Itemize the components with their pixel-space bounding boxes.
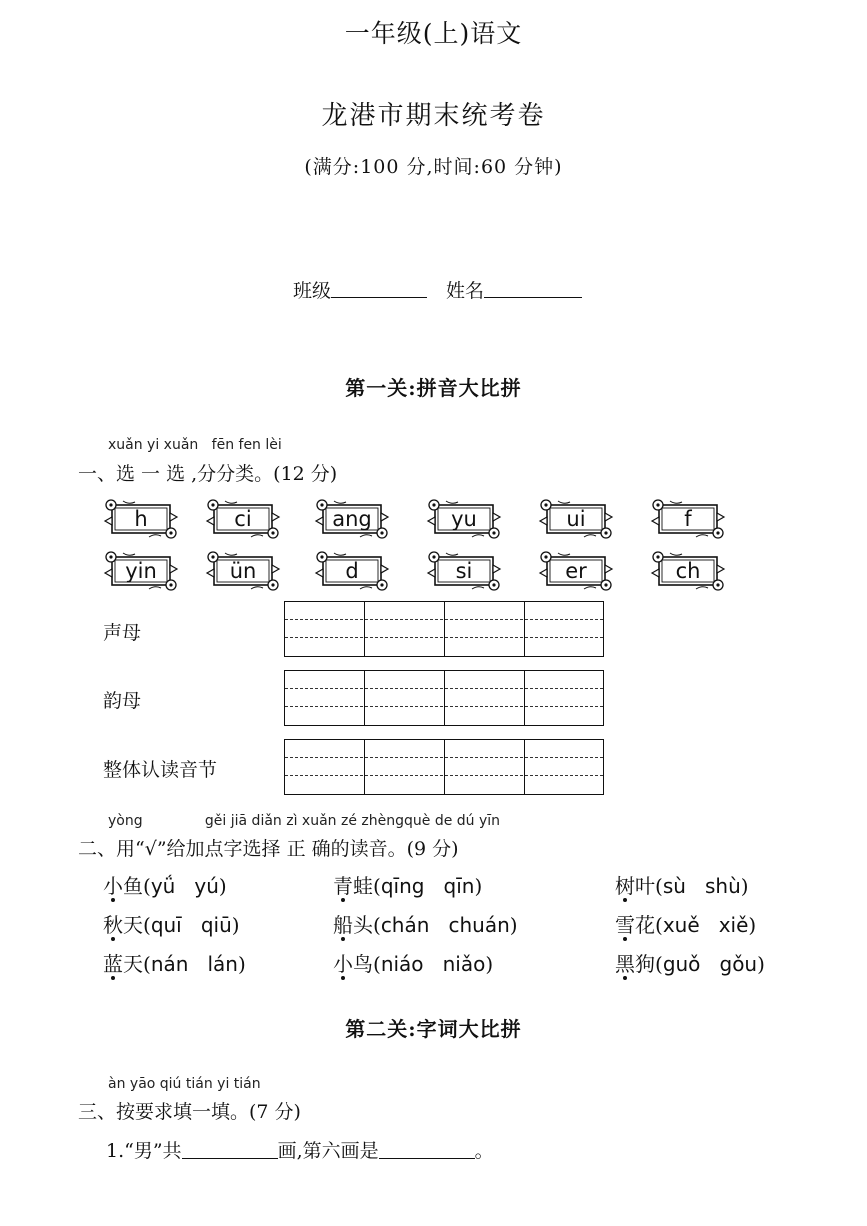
q3-item-1-prefix: 1.“男”共 — [106, 1140, 182, 1162]
emphasis-dot — [623, 976, 627, 980]
writing-grid-initials[interactable] — [284, 601, 604, 657]
close-paren: ) — [757, 952, 765, 976]
class-field[interactable] — [331, 277, 427, 298]
close-paren: ) — [748, 913, 757, 937]
close-paren: ) — [231, 913, 240, 937]
score-time-limits: (满分:100 分,时间:60 分钟) — [304, 156, 563, 178]
pinyin-options[interactable]: quī qiū — [150, 913, 232, 937]
stroke-count-blank[interactable] — [182, 1140, 278, 1159]
reading-word: 树叶( — [615, 874, 663, 898]
q3-pinyin: àn yāo qiú tián yi tián — [108, 1076, 261, 1092]
grid-cell[interactable] — [365, 671, 445, 725]
pinyin-card-label: ci — [234, 507, 252, 531]
category-label-finals: 韵母 — [103, 690, 142, 712]
emphasis-dot — [341, 976, 345, 980]
level-two-title: 第二关:字词大比拼 — [345, 1017, 522, 1041]
close-paren: ) — [509, 913, 518, 937]
reading-choice-item — [333, 948, 493, 977]
guide-line — [285, 757, 603, 758]
grid-cell[interactable] — [445, 740, 525, 794]
close-paren: ) — [740, 874, 749, 898]
sixth-stroke-blank[interactable] — [379, 1140, 475, 1159]
name-label: 姓名 — [446, 280, 485, 302]
pinyin-card[interactable] — [314, 549, 390, 593]
pinyin-card-label: er — [565, 559, 587, 583]
exam-title: 龙港市期末统考卷 — [321, 101, 546, 131]
reading-choice-item — [103, 909, 240, 938]
grid-cell[interactable] — [285, 671, 365, 725]
q2-pinyin: yòng gěi jiā diǎn zì xuǎn zé zhèngquè de dú yīn — [108, 813, 501, 829]
reading-choice-item — [103, 870, 227, 899]
pinyin-options[interactable]: chán chuán — [380, 913, 510, 937]
pinyin-card[interactable] — [103, 549, 179, 593]
pinyin-options[interactable]: niáo niǎo — [380, 952, 486, 976]
q3-text: 三、按要求填一填。(7 分) — [78, 1101, 301, 1123]
pinyin-card-label: si — [455, 559, 473, 583]
grid-cell[interactable] — [445, 602, 525, 656]
emphasis-dot — [111, 898, 115, 902]
pinyin-card-label: yin — [125, 559, 157, 583]
pinyin-card[interactable] — [314, 497, 390, 541]
reading-choice-item — [103, 948, 246, 977]
class-label: 班级 — [293, 280, 332, 302]
reading-word: 小鱼( — [103, 874, 151, 898]
reading-word: 雪花( — [615, 913, 663, 937]
reading-word: 船头( — [333, 913, 381, 937]
category-label-initials: 声母 — [103, 622, 142, 644]
pinyin-options[interactable]: qīng qīn — [380, 874, 475, 898]
grid-cell[interactable] — [365, 602, 445, 656]
emphasis-dot — [341, 937, 345, 941]
pinyin-card[interactable] — [426, 549, 502, 593]
q3-item-1-middle: 画,第六画是 — [277, 1140, 379, 1162]
close-paren: ) — [218, 874, 227, 898]
close-paren: ) — [237, 952, 246, 976]
emphasis-dot — [623, 937, 627, 941]
writing-grid-whole-syllables[interactable] — [284, 739, 604, 795]
pinyin-card-label: ün — [229, 559, 257, 583]
emphasis-dot — [341, 898, 345, 902]
pinyin-options[interactable]: guǒ gǒu — [662, 952, 758, 976]
emphasis-dot — [111, 976, 115, 980]
reading-word: 小鸟( — [333, 952, 381, 976]
pinyin-options[interactable]: nán lán — [150, 952, 238, 976]
pinyin-card-label: ch — [675, 559, 701, 583]
level-one-title: 第一关:拼音大比拼 — [345, 376, 522, 400]
pinyin-card[interactable] — [205, 549, 281, 593]
reading-choice-item — [333, 909, 518, 938]
guide-line — [285, 637, 603, 638]
pinyin-card-label: h — [134, 507, 148, 531]
grid-cell[interactable] — [285, 602, 365, 656]
guide-line — [285, 706, 603, 707]
q3-item-1-end: 。 — [474, 1140, 494, 1162]
grid-cell[interactable] — [365, 740, 445, 794]
reading-word: 黑狗( — [615, 952, 663, 976]
reading-choice-item — [333, 870, 482, 899]
pinyin-card[interactable] — [426, 497, 502, 541]
pinyin-card-label: ui — [566, 507, 586, 531]
subject-heading: 一年级(上)语文 — [344, 19, 523, 48]
pinyin-card[interactable] — [538, 497, 614, 541]
pinyin-card[interactable] — [205, 497, 281, 541]
reading-word: 蓝天( — [103, 952, 151, 976]
pinyin-card[interactable] — [538, 549, 614, 593]
pinyin-card-label: ang — [332, 507, 372, 531]
pinyin-card[interactable] — [650, 549, 726, 593]
guide-line — [285, 775, 603, 776]
pinyin-options[interactable]: sù shù — [662, 874, 741, 898]
q3-item-1 — [106, 1136, 494, 1163]
reading-word: 秋天( — [103, 913, 151, 937]
emphasis-dot — [623, 898, 627, 902]
pinyin-card-label: d — [345, 559, 359, 583]
reading-choice-item — [615, 909, 756, 938]
pinyin-card[interactable] — [650, 497, 726, 541]
guide-line — [285, 688, 603, 689]
q2-text: 二、用“√”给加点字选择 正 确的读音。(9 分) — [78, 838, 459, 860]
emphasis-dot — [111, 937, 115, 941]
pinyin-card-label: yu — [451, 507, 477, 531]
close-paren: ) — [474, 874, 483, 898]
pinyin-options[interactable]: yǘ yú — [150, 874, 219, 898]
grid-cell[interactable] — [445, 671, 525, 725]
category-label-whole-syllables: 整体认读音节 — [103, 759, 218, 781]
pinyin-card[interactable] — [103, 497, 179, 541]
grid-cell[interactable] — [285, 740, 365, 794]
name-field[interactable] — [484, 277, 582, 298]
q1-text: 一、选 一 选 ,分分类。(12 分) — [78, 463, 338, 485]
pinyin-card-label: f — [684, 507, 692, 531]
pinyin-options[interactable]: xuě xiě — [662, 913, 749, 937]
writing-grid-finals[interactable] — [284, 670, 604, 726]
close-paren: ) — [485, 952, 494, 976]
q1-pinyin: xuǎn yi xuǎn fēn fen lèi — [108, 437, 282, 453]
reading-choice-item — [615, 870, 749, 899]
reading-choice-item — [615, 948, 765, 977]
reading-word: 青蛙( — [333, 874, 381, 898]
guide-line — [285, 619, 603, 620]
